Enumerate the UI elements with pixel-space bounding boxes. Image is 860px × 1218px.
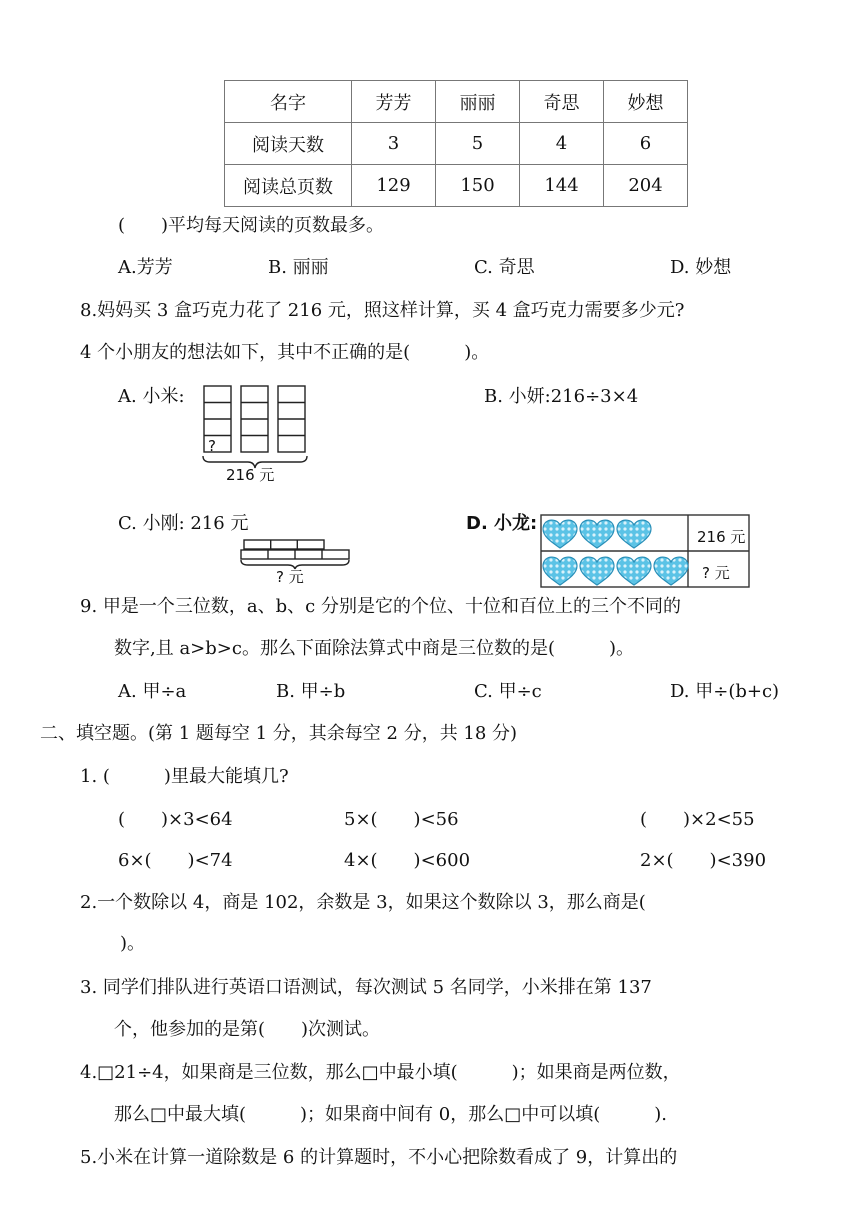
q8-c-caption: ? 元 — [276, 568, 304, 586]
table-row — [225, 165, 688, 207]
f2-line2: )。 — [120, 933, 146, 954]
q9-option-a: A. 甲÷a — [118, 681, 187, 702]
section2-title: 二、填空题。(第 1 题每空 1 分，其余每空 2 分，共 18 分) — [40, 723, 518, 744]
q8-option-b-label: B. 小妍:216÷3×4 — [484, 386, 639, 407]
f2-line1: 2.一个数除以 4，商是 102，余数是 3，如果这个数除以 3，那么商是( — [80, 892, 646, 913]
table-cell: 阅读总页数 — [225, 165, 352, 207]
q7-stem: ( )平均每天阅读的页数最多。 — [118, 215, 385, 236]
table-cell: 妙想 — [604, 81, 688, 123]
table-cell: 名字 — [225, 81, 352, 123]
table-cell: 204 — [604, 165, 688, 207]
table-cell: 3 — [352, 123, 436, 165]
table-cell: 150 — [436, 165, 520, 207]
q7-option-a: A.芳芳 — [118, 257, 173, 278]
q8-a-question-mark: ? — [208, 437, 216, 455]
f3-line2: 个，他参加的是第( )次测试。 — [114, 1019, 381, 1040]
f1-item: 5×( )<56 — [344, 809, 459, 830]
f4-line2: 那么□中最大填( )；如果商中间有 0，那么□中可以填( ). — [114, 1104, 667, 1125]
q7-option-c: C. 奇思 — [474, 257, 535, 278]
f5-line1: 5.小米在计算一道除数是 6 的计算题时，不小心把除数看成了 9，计算出的 — [80, 1147, 678, 1168]
table-cell: 芳芳 — [352, 81, 436, 123]
f1-item: ( )×3<64 — [118, 809, 233, 830]
table-cell: 5 — [436, 123, 520, 165]
q7-option-b: B. 丽丽 — [268, 257, 329, 278]
f1-item: 4×( )<600 — [344, 850, 471, 871]
q9-option-b: B. 甲÷b — [276, 681, 346, 702]
q8-d-bottom-caption: ? 元 — [702, 564, 730, 582]
q9-option-c: C. 甲÷c — [474, 681, 542, 702]
table-cell: 丽丽 — [436, 81, 520, 123]
q9-line1: 9. 甲是一个三位数，a、b、c 分别是它的个位、十位和百位上的三个不同的 — [80, 596, 681, 617]
table-cell: 阅读天数 — [225, 123, 352, 165]
q8-c-segment-diagram — [238, 538, 356, 568]
q8-line1: 8.妈妈买 3 盒巧克力花了 216 元，照这样计算，买 4 盒巧克力需要多少元? — [80, 300, 685, 321]
q7-option-d: D. 妙想 — [670, 257, 732, 278]
f4-line1: 4.□21÷4，如果商是三位数，那么□中最小填( )；如果商是两位数， — [80, 1062, 681, 1083]
f3-line1: 3. 同学们排队进行英语口语测试，每次测试 5 名同学，小米排在第 137 — [80, 977, 652, 998]
f1-stem: 1. ( )里最大能填几? — [80, 766, 289, 787]
q9-option-d: D. 甲÷(b+c) — [670, 681, 780, 702]
q8-d-top-caption: 216 元 — [697, 528, 746, 546]
f1-item: 6×( )<74 — [118, 850, 233, 871]
table-cell: 4 — [520, 123, 604, 165]
f1-item: ( )×2<55 — [640, 809, 755, 830]
q8-a-caption: 216 元 — [226, 466, 275, 484]
q9-line2: 数字,且 a>b>c。那么下面除法算式中商是三位数的是( )。 — [114, 638, 634, 659]
reading-table — [224, 80, 688, 207]
table-cell: 6 — [604, 123, 688, 165]
f1-item: 2×( )<390 — [640, 850, 767, 871]
table-row — [225, 81, 688, 123]
q8-line2: 4 个小朋友的想法如下，其中不正确的是( )。 — [80, 342, 490, 363]
table-cell: 129 — [352, 165, 436, 207]
q8-option-c-label: C. 小刚: 216 元 — [118, 513, 249, 534]
table-cell: 144 — [520, 165, 604, 207]
q8-option-d-label: D. 小龙: — [466, 513, 538, 534]
q8-option-a-label: A. 小米: — [118, 386, 185, 407]
table-row — [225, 123, 688, 165]
table-cell: 奇思 — [520, 81, 604, 123]
